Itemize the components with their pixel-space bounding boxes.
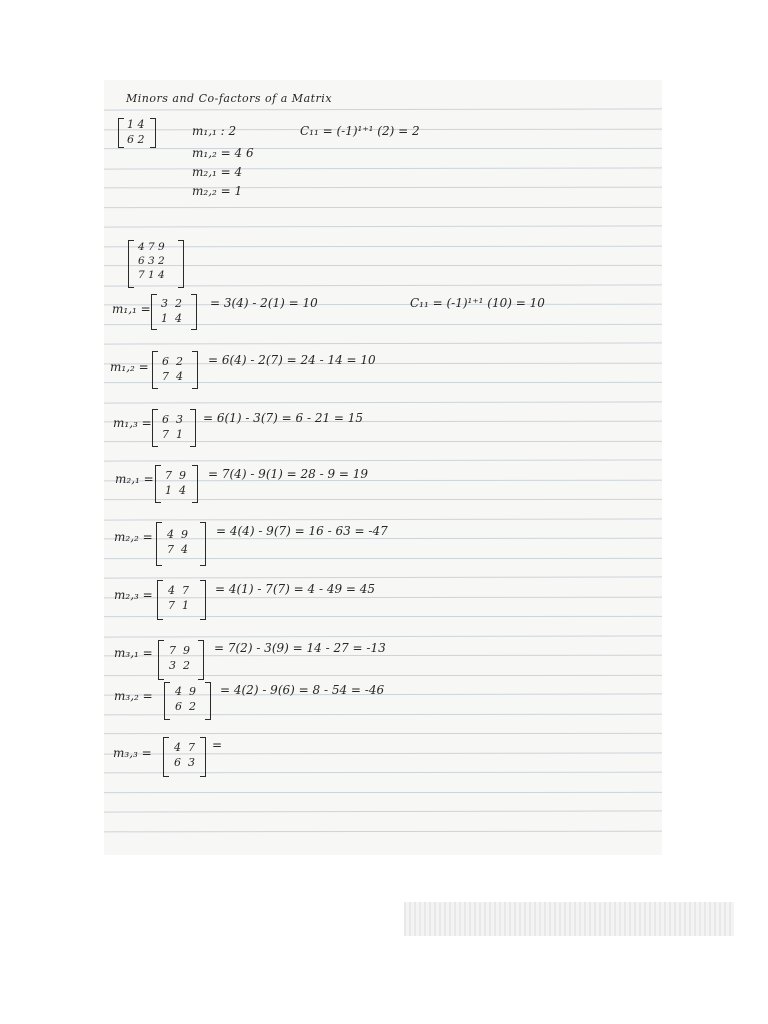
minor-matrix: [175, 684, 196, 714]
left-bracket: [152, 409, 158, 447]
ruled-line: [104, 265, 662, 266]
left-bracket: [155, 465, 161, 503]
left-bracket: [151, 294, 157, 330]
ruled-line: [104, 167, 662, 169]
left-bracket: [164, 682, 170, 720]
ruled-line: [104, 518, 662, 520]
ruled-line: [104, 206, 662, 207]
ruled-line: [104, 576, 662, 578]
matrix-row: 6 2: [175, 700, 196, 713]
minor-expression: = 4(2) - 9(6) = 8 - 54 = -46: [220, 683, 385, 697]
ruled-line: [104, 421, 662, 423]
minor-expression: = 3(4) - 2(1) = 10: [210, 296, 318, 310]
minor-label: m₁,₃ =: [113, 416, 152, 430]
ruled-line: [104, 616, 662, 617]
ruled-line: [104, 440, 662, 441]
right-bracket: [205, 682, 211, 720]
left-bracket: [118, 118, 124, 148]
minor-matrix: [174, 740, 195, 770]
minor-expression: = 7(4) - 9(1) = 28 - 9 = 19: [208, 467, 369, 481]
right-bracket: [200, 737, 206, 777]
minor-expression: = 4(1) - 7(7) = 4 - 49 = 45: [215, 582, 376, 596]
matrix-row: 7 4: [162, 370, 183, 383]
ruled-line: [104, 362, 662, 364]
ruled-line: [104, 810, 662, 812]
matrix-row: 1 4: [165, 484, 186, 497]
left-bracket: [163, 737, 169, 777]
minor-label: m₂,₂ =: [114, 530, 153, 544]
matrix-row: 7 1: [168, 599, 189, 612]
matrix-row: 7 9: [165, 469, 186, 482]
right-bracket: [192, 351, 198, 389]
right-bracket: [150, 118, 156, 148]
matrix-row: 7 9: [169, 644, 190, 657]
ruled-line: [104, 772, 662, 774]
left-bracket: [156, 522, 162, 566]
minor-label: m₁,₂ =: [110, 360, 149, 374]
minor-matrix: [161, 296, 182, 326]
cofactor-2x2: C₁₁ = (-1)¹⁺¹ (2) = 2: [300, 124, 420, 138]
minor-label: m₃,₁ =: [114, 646, 153, 660]
matrix-row: 3 2: [161, 297, 182, 310]
matrix-row: 7 1 4: [138, 269, 165, 281]
ruled-line: [104, 323, 662, 324]
ruled-line: [104, 401, 662, 403]
matrix-row: 6 2: [127, 133, 145, 146]
matrix-row: 4 7: [174, 741, 195, 754]
ruled-line: [104, 674, 662, 675]
ruled-line: [104, 304, 662, 306]
left-bracket: [157, 580, 163, 620]
minor-matrix: [168, 583, 189, 613]
minor-entry: m₁,₁ : 2: [192, 124, 237, 138]
minor-matrix: [165, 468, 186, 498]
minor-expression: = 4(4) - 9(7) = 16 - 63 = -47: [216, 524, 388, 538]
ruled-line: [104, 382, 662, 383]
ruled-line: [104, 733, 662, 734]
minor-label: m₃,₂ =: [114, 689, 153, 703]
minor-expression: =: [212, 738, 223, 752]
matrix-2x2-values: [127, 117, 145, 147]
left-bracket: [152, 351, 158, 389]
right-bracket: [198, 640, 204, 680]
ruled-line: [104, 830, 662, 832]
ruled-line: [104, 148, 662, 149]
matrix-row: 1 4: [127, 118, 145, 131]
matrix-row: 7 4: [167, 543, 188, 556]
matrix-row: 6 3: [174, 756, 195, 769]
matrix-3x3-values: [138, 240, 165, 282]
matrix-row: 4 9: [175, 685, 196, 698]
ruled-line: [104, 342, 662, 344]
right-bracket: [191, 294, 197, 330]
minor-label: m₃,₃ =: [113, 746, 152, 760]
cofactor-3x3: C₁₁ = (-1)¹⁺¹ (10) = 10: [410, 296, 545, 310]
matrix-row: 6 2: [162, 355, 183, 368]
ruled-line: [104, 108, 662, 110]
matrix-row: 6 3: [162, 413, 183, 426]
matrix-row: 4 9: [167, 528, 188, 541]
minor-label: m₁,₁ =: [112, 302, 151, 316]
ruled-line: [104, 245, 662, 247]
right-bracket: [178, 240, 184, 288]
minor-entry: m₁,₂ = 4 6: [192, 146, 254, 160]
left-bracket: [128, 240, 134, 288]
minor-entry: m₂,₁ = 4: [192, 165, 243, 179]
right-bracket: [200, 522, 206, 566]
minor-matrix: [162, 354, 183, 384]
page-title: Minors and Co-factors of a Matrix: [126, 92, 333, 105]
matrix-row: 7 1: [162, 428, 183, 441]
minor-expression: = 7(2) - 3(9) = 14 - 27 = -13: [214, 641, 386, 655]
ruled-line: [104, 479, 662, 481]
ruled-line: [104, 791, 662, 792]
ruled-line: [104, 557, 662, 558]
minor-label: m₂,₁ =: [115, 472, 154, 486]
minor-matrix: [167, 527, 188, 557]
ruled-line: [104, 225, 662, 227]
matrix-row: 4 7: [168, 584, 189, 597]
ruled-line: [104, 635, 662, 637]
minor-label: m₂,₃ =: [114, 588, 153, 602]
minor-expression: = 6(1) - 3(7) = 6 - 21 = 15: [203, 411, 364, 425]
minor-expression: = 6(4) - 2(7) = 24 - 14 = 10: [208, 353, 376, 367]
minor-matrix: [162, 412, 183, 442]
ruled-line: [104, 459, 662, 461]
matrix-row: 4 7 9: [138, 241, 165, 253]
right-bracket: [192, 465, 198, 503]
paper-smudge: [404, 902, 734, 936]
minor-matrix: [169, 643, 190, 673]
ruled-line: [104, 187, 662, 189]
matrix-row: 3 2: [169, 659, 190, 672]
ruled-line: [104, 284, 662, 286]
ruled-line: [104, 499, 662, 500]
matrix-row: 6 3 2: [138, 255, 165, 267]
right-bracket: [190, 409, 196, 447]
minor-entry: m₂,₂ = 1: [192, 184, 243, 198]
right-bracket: [200, 580, 206, 620]
left-bracket: [158, 640, 164, 680]
notebook-page: [104, 80, 662, 855]
matrix-row: 1 4: [161, 312, 182, 325]
